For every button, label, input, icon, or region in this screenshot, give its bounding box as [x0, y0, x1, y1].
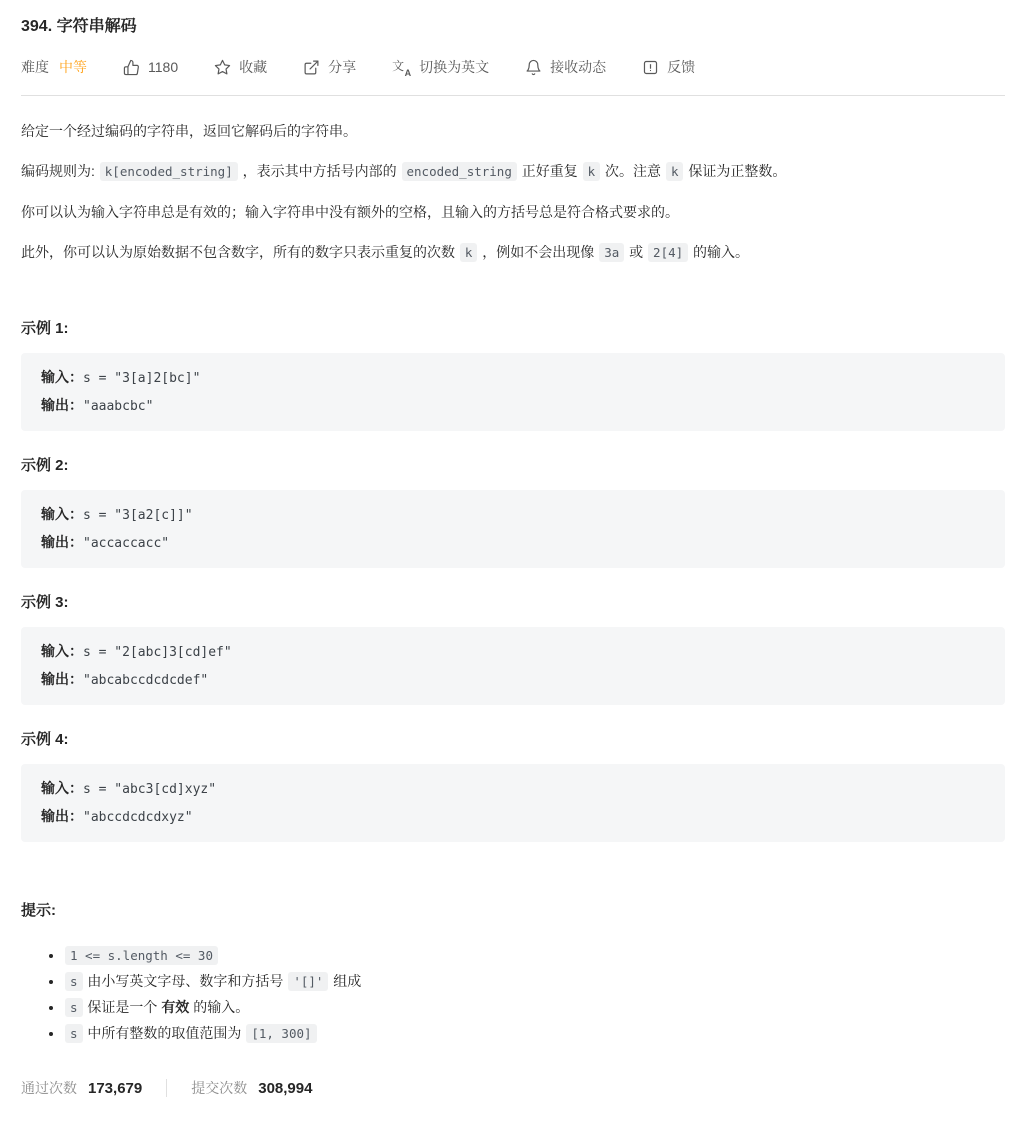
accepted-count-label: 通过次数	[21, 1080, 77, 1096]
difficulty-badge: 中等	[59, 59, 87, 75]
example-4-input-line	[41, 775, 985, 803]
thumbs-up-icon	[123, 59, 140, 76]
example-3-input-line	[41, 638, 985, 666]
difficulty-label: 难度	[21, 59, 49, 75]
output-value: "accaccacc"	[83, 536, 170, 551]
feedback-button[interactable]	[642, 57, 695, 77]
example-4-output-line	[41, 803, 985, 831]
stats-bar	[21, 1078, 1005, 1098]
input-label: 输入：	[41, 780, 83, 796]
hint-item-1: • 1 <= s.length <= 30	[64, 944, 1005, 967]
output-label: 输出：	[41, 397, 83, 413]
example-4-block	[21, 764, 1005, 842]
input-label: 输入：	[41, 506, 83, 522]
output-value: "abcabccdcdcdef"	[83, 673, 209, 688]
example-2-output-line	[41, 529, 985, 557]
translate-icon: 文 A	[392, 58, 412, 78]
page-title: 394. 字符串解码	[21, 18, 137, 35]
hint-item-2: • s 由小写英文字母、数字和方括号 '[]' 组成	[64, 970, 1005, 993]
submission-count-value: 308,994	[258, 1079, 313, 1097]
share-button[interactable]	[303, 57, 356, 77]
input-value: s = "2[abc]3[cd]ef"	[83, 645, 232, 660]
favorite-button[interactable]	[214, 57, 267, 77]
example-2-title: 示例 2:	[21, 457, 69, 474]
input-value: s = "3[a]2[bc]"	[83, 371, 201, 386]
example-1-block	[21, 353, 1005, 431]
like-count: 1180	[148, 59, 179, 75]
example-section-4	[21, 728, 1005, 842]
bell-icon	[525, 59, 542, 76]
toolbar	[21, 57, 1005, 77]
output-value: "aaabcbc"	[83, 399, 154, 414]
hints-title: 提示:	[21, 902, 56, 919]
description-paragraph-2: 编码规则为: k[encoded_string] ，表示其中方括号内部的 encoded_string 正好重复 k 次。注意 k 保证为正整数。	[21, 163, 787, 179]
switch-language-label: 切换为英文	[419, 59, 490, 75]
difficulty	[21, 57, 87, 77]
hint-item-3: • s 保证是一个 有效 的输入。	[64, 996, 1005, 1019]
hints-section	[21, 899, 1005, 1045]
example-3-title: 示例 3:	[21, 594, 69, 611]
input-label: 输入：	[41, 369, 83, 385]
hint-item-4: • s 中所有整数的取值范围为 [1, 300]	[64, 1022, 1005, 1045]
example-3-block	[21, 627, 1005, 705]
example-2-block	[21, 490, 1005, 568]
description-paragraph-4: 此外，你可以认为原始数据不包含数字，所有的数字只表示重复的次数 k ，例如不会出现像 3a 或 2[4] 的输入。	[21, 244, 750, 260]
output-label: 输出：	[41, 671, 83, 687]
example-1-input-line	[41, 364, 985, 392]
example-section-1	[21, 317, 1005, 431]
stats-separator	[166, 1079, 167, 1097]
example-4-title: 示例 4:	[21, 731, 69, 748]
share-icon	[303, 59, 320, 76]
example-3-output-line	[41, 666, 985, 694]
output-label: 输出：	[41, 808, 83, 824]
star-icon	[214, 59, 231, 76]
input-value: s = "abc3[cd]xyz"	[83, 782, 217, 797]
submission-count-label: 提交次数	[191, 1080, 248, 1096]
like-button[interactable]	[123, 59, 178, 76]
feedback-label: 反馈	[667, 59, 696, 75]
problem-description	[21, 120, 1005, 264]
accepted-count-value: 173,679	[88, 1079, 143, 1097]
toolbar-divider	[21, 95, 1005, 96]
input-value: s = "3[a2[c]]"	[83, 508, 193, 523]
description-paragraph-3: 你可以认为输入字符串总是有效的；输入字符串中没有额外的空格，且输入的方括号总是符合格式要求的。	[21, 204, 679, 220]
example-1-output-line	[41, 392, 985, 420]
subscribe-label: 接收动态	[550, 59, 607, 75]
example-1-title: 示例 1:	[21, 320, 69, 337]
feedback-icon	[642, 59, 659, 76]
switch-language-button[interactable]	[392, 57, 489, 77]
output-label: 输出：	[41, 534, 83, 550]
subscribe-button[interactable]	[525, 57, 606, 77]
favorite-label: 收藏	[239, 59, 268, 75]
output-value: "abccdcdcdxyz"	[83, 810, 193, 825]
description-paragraph-1: 给定一个经过编码的字符串，返回它解码后的字符串。	[21, 123, 357, 139]
example-2-input-line	[41, 501, 985, 529]
hints-list	[21, 944, 1005, 1045]
share-label: 分享	[328, 59, 357, 75]
example-section-3	[21, 591, 1005, 705]
example-section-2	[21, 454, 1005, 568]
input-label: 输入：	[41, 643, 83, 659]
